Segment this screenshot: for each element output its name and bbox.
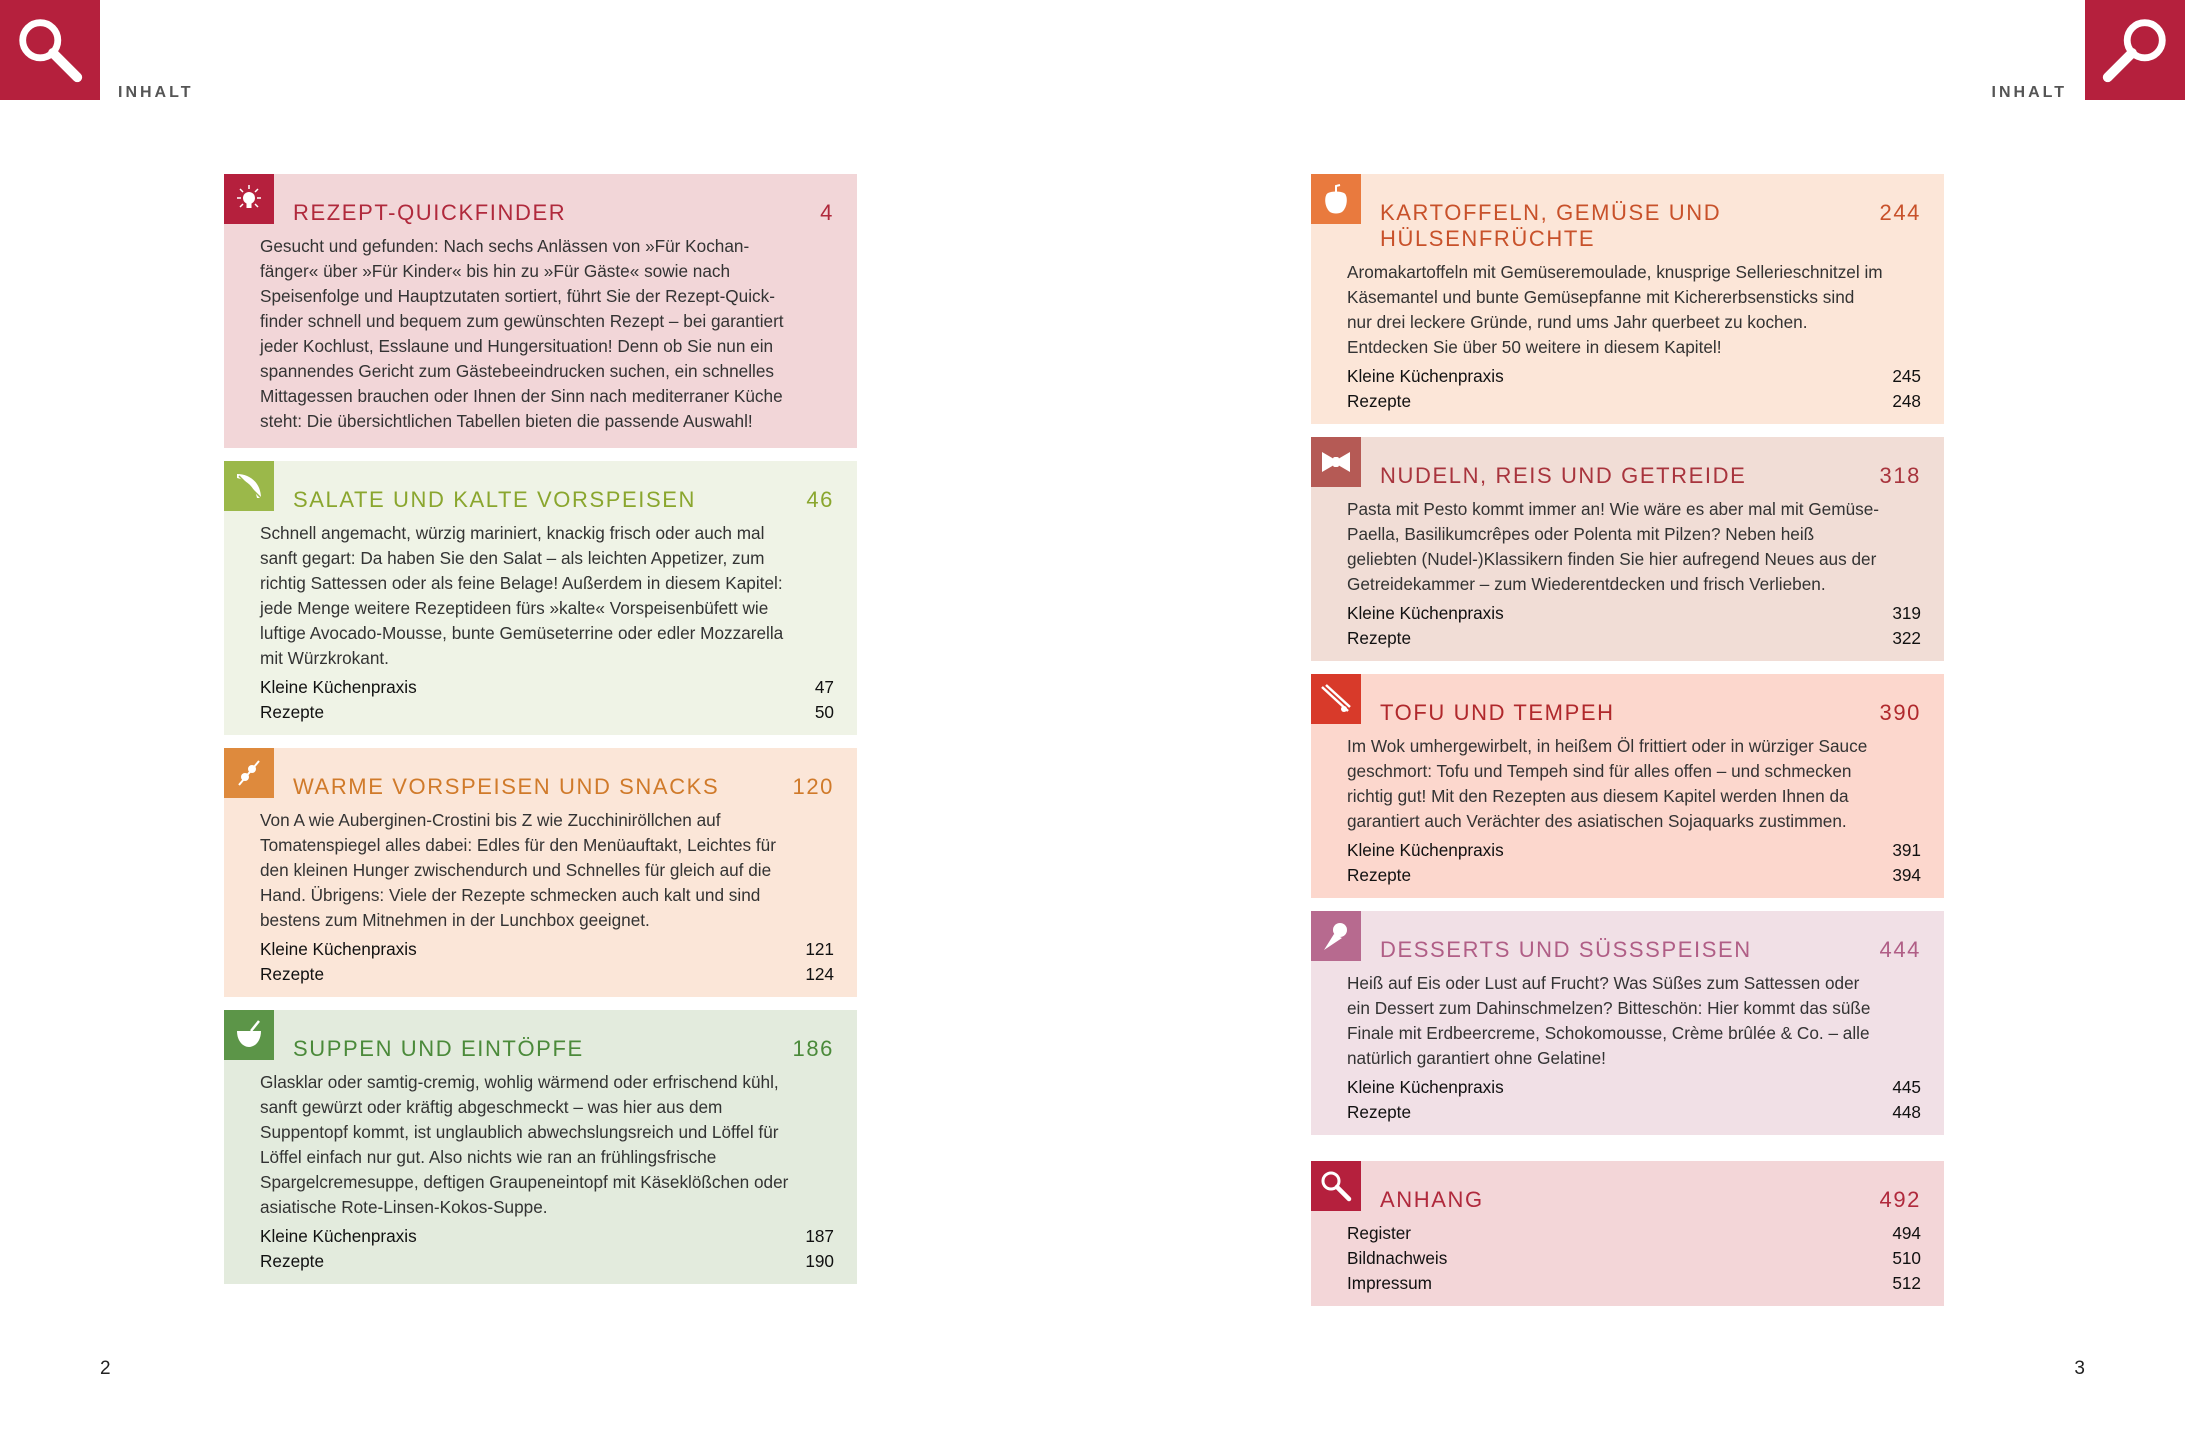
- section-title: WARME VORSPEISEN UND SNACKS: [293, 774, 720, 799]
- section-icon-box: [1311, 1161, 1361, 1211]
- section-title: KARTOFFELN, GEMÜSE UND HÜLSENFRÜCHTE: [1380, 200, 1722, 251]
- toc-entry[interactable]: [1347, 626, 1921, 651]
- entry-label: Bildnachweis: [1347, 1248, 1448, 1268]
- entry-label: Rezepte: [260, 1251, 325, 1271]
- page-number-right: 3: [2074, 1358, 2085, 1379]
- toc-entry[interactable]: [1347, 863, 1921, 888]
- toc-section-suppen[interactable]: [224, 1010, 857, 1284]
- section-description: Von A wie Auberginen-Crostini bis Z wie Zucchiniröllchen auf Tomatenspiegel alles dabei: Edles für den Menüauftakt, Leichtes für den kleinen Hunger zwischendurch und Schnelles für gleich auf die Hand. Übrigens: Viele der Rezepte schmecken auch kalt und sind bestens zum Mitnehmen in der Lunchbox geeignet.: [260, 810, 776, 930]
- entry-label: Rezepte: [1347, 391, 1412, 411]
- toc-entry[interactable]: [1347, 1221, 1921, 1246]
- entry-label: Rezepte: [260, 702, 325, 722]
- toc-entry[interactable]: [260, 700, 834, 725]
- toc-entry[interactable]: [260, 1224, 834, 1249]
- section-heading: [260, 487, 834, 513]
- toc-column-right: [1311, 174, 1944, 1319]
- section-icon-box: [1311, 674, 1361, 724]
- entry-page: 47: [814, 677, 834, 697]
- toc-entry[interactable]: [1347, 838, 1921, 863]
- section-heading: [1347, 463, 1921, 489]
- section-page: 186: [792, 1036, 834, 1061]
- entry-page: 512: [1892, 1273, 1921, 1293]
- section-description: Heiß auf Eis oder Lust auf Frucht? Was Süßes zum Sattessen oder ein Dessert zum Dahinschmelzen? Bitteschön: Hier kommt das süße Finale mit Erdbeercreme, Schokomousse, Crème brûlée & Co. – alle natürlich garantiert ohne Gelatine!: [1347, 973, 1871, 1068]
- header-label-right: INHALT: [1991, 84, 2067, 101]
- section-page: 244: [1879, 200, 1921, 225]
- toc-entry[interactable]: [1347, 389, 1921, 414]
- section-page: 46: [806, 487, 834, 512]
- entry-label: Rezepte: [260, 964, 325, 984]
- magnifier-icon: [2096, 11, 2174, 89]
- entry-label: Kleine Küchenpraxis: [1347, 840, 1504, 860]
- entry-page: 124: [805, 964, 834, 984]
- toc-section-salate[interactable]: [224, 461, 857, 735]
- toc-column-left: [224, 174, 857, 1297]
- header-label-left: INHALT: [118, 84, 194, 101]
- entry-label: Rezepte: [1347, 628, 1412, 648]
- entry-page: 448: [1892, 1102, 1921, 1122]
- farfalle-pasta-icon: [1318, 444, 1354, 480]
- section-icon-box: [1311, 911, 1361, 961]
- section-title: ANHANG: [1380, 1187, 1484, 1212]
- entry-label: Kleine Küchenpraxis: [1347, 366, 1504, 386]
- entry-page: 319: [1892, 603, 1921, 623]
- entry-label: Register: [1347, 1223, 1411, 1243]
- toc-entry[interactable]: [1347, 1246, 1921, 1271]
- page-number-left: 2: [100, 1358, 111, 1379]
- section-icon-box: [224, 461, 274, 511]
- toc-entry[interactable]: [1347, 364, 1921, 389]
- section-icon-box: [224, 1010, 274, 1060]
- section-title: REZEPT-QUICKFINDER: [293, 200, 567, 225]
- section-page: 4: [820, 200, 834, 225]
- section-page: 444: [1879, 937, 1921, 962]
- leaf-icon: [231, 468, 267, 504]
- section-description: Schnell angemacht, würzig mariniert, knackig frisch oder auch mal sanft gegart: Da haben Sie den Salat – als leichten Appetizer, zum richtig Sattessen oder als feine Belage! Außerdem in diesem Kapitel: jede Menge weitere Rezeptideen fürs »kalte« Vorspeisenbüfett wie luftige Avocado-Mousse, bunte Gemüseterrine oder edler Mozzarella mit Würzkrokant.: [260, 523, 784, 668]
- section-page: 318: [1879, 463, 1921, 488]
- section-description: Im Wok umhergewirbelt, in heißem Öl frittiert oder in würziger Sauce geschmort: Tofu und Tempeh sind für alles offen – und schmecken richtig gut! Mit den Rezepten aus diesem Kapitel werden Ihnen da garantiert auch Verächter des asiatischen Sojaquarks zustimmen.: [1347, 736, 1868, 831]
- entry-page: 50: [814, 702, 834, 722]
- toc-entry[interactable]: [1347, 601, 1921, 626]
- entry-label: Rezepte: [1347, 1102, 1412, 1122]
- section-icon-box: [224, 174, 274, 224]
- section-page: 120: [792, 774, 834, 799]
- section-description: Aromakartoffeln mit Gemüseremoulade, knusprige Sellerieschnitzel im Käsemantel und bunte Gemüsepfanne mit Kichererbsensticks sind nur drei leckere Gründe, rund ums Jahr querbeet zu kochen. Entdecken Sie über 50 weitere in diesem Kapitel!: [1347, 262, 1883, 357]
- section-page: 390: [1879, 700, 1921, 725]
- entry-label: Impressum: [1347, 1273, 1432, 1293]
- entry-page: 445: [1892, 1077, 1921, 1097]
- toc-entry[interactable]: [260, 937, 834, 962]
- section-title: TOFU UND TEMPEH: [1380, 700, 1615, 725]
- ice-cream-cone-icon: [1318, 918, 1354, 954]
- skewer-icon: [231, 755, 267, 791]
- entry-label: Kleine Küchenpraxis: [1347, 603, 1504, 623]
- entry-page: 394: [1892, 865, 1921, 885]
- section-description: Pasta mit Pesto kommt immer an! Wie wäre es aber mal mit Gemüse-Paella, Basilikumcrêpes oder Polenta mit Pilzen? Neben heiß geliebten (Nudel-)Klassikern finden Sie hier aufregend Neues aus der Getreidekammer – zum Wiederentdecken und frisch Verlieben.: [1347, 499, 1879, 594]
- section-title: NUDELN, REIS UND GETREIDE: [1380, 463, 1747, 488]
- entry-page: 121: [805, 939, 834, 959]
- toc-entry[interactable]: [260, 962, 834, 987]
- section-heading: [1347, 200, 1921, 252]
- toc-section-kartoffeln[interactable]: [1311, 174, 1944, 424]
- entry-label: Kleine Küchenpraxis: [1347, 1077, 1504, 1097]
- entry-page: 187: [805, 1226, 834, 1246]
- entry-page: 391: [1892, 840, 1921, 860]
- toc-section-nudeln[interactable]: [1311, 437, 1944, 661]
- soup-bowl-icon: [231, 1017, 267, 1053]
- entry-label: Kleine Küchenpraxis: [260, 677, 417, 697]
- magnifier-icon: [11, 11, 89, 89]
- section-heading: [1347, 1187, 1921, 1213]
- entry-page: 322: [1892, 628, 1921, 648]
- entry-label: Kleine Küchenpraxis: [260, 939, 417, 959]
- toc-section-anhang[interactable]: [1311, 1161, 1944, 1306]
- corner-magnifier-right: [2085, 0, 2185, 100]
- toc-section-desserts[interactable]: [1311, 911, 1944, 1135]
- chopsticks-icon: [1318, 681, 1354, 717]
- section-page: 492: [1879, 1187, 1921, 1212]
- toc-entry[interactable]: [1347, 1075, 1921, 1100]
- corner-magnifier-left: [0, 0, 100, 100]
- bell-pepper-icon: [1318, 181, 1354, 217]
- section-icon-box: [1311, 437, 1361, 487]
- toc-entry[interactable]: [1347, 1271, 1921, 1296]
- section-icon-box: [224, 748, 274, 798]
- section-icon-box: [1311, 174, 1361, 224]
- toc-section-tofu[interactable]: [1311, 674, 1944, 898]
- section-heading: [260, 200, 834, 226]
- section-title: DESSERTS UND SÜSSSPEISEN: [1380, 937, 1752, 962]
- section-heading: [260, 1036, 834, 1062]
- entry-page: 248: [1892, 391, 1921, 411]
- magnifier-icon: [1318, 1168, 1354, 1204]
- toc-entry[interactable]: [260, 675, 834, 700]
- entry-label: Rezepte: [1347, 865, 1412, 885]
- section-description: Gesucht und gefunden: Nach sechs Anlässen von »Für Kochanfänger« über »Für Kinder« bis hin zu »Für Gäste« sowie nach Speisenfolge und Hauptzutaten sortiert, führt Sie der Rezept-Quickfinder schnell und bequem zum gewünschten Rezept – bei garantiert jeder Kochlust, Esslaune und Hungersituation! Denn ob Sie nun ein spannendes Gericht zum Gästebeeindrucken suchen, ein schnelles Mittagessen brauchen oder Ihnen der Sinn nach mediterraner Küche steht: Die übersichtlichen Tabellen bieten die passende Auswahl!: [260, 236, 784, 431]
- toc-entry[interactable]: [260, 1249, 834, 1274]
- entry-page: 494: [1892, 1223, 1921, 1243]
- section-description: Glasklar oder samtig-cremig, wohlig wärmend oder erfrischend kühl, sanft gewürzt oder kräftig abgeschmeckt – was hier aus dem Suppentopf kommt, ist unglaublich abwechslungsreich und Löffel für Löffel einfach nur gut. Also nichts wie ran an frühlingsfrische Spargelcremesuppe, deftigen Graupeneintopf mit Käseklößchen oder asiatische Rote-Linsen-Kokos-Suppe.: [260, 1072, 789, 1217]
- entry-page: 510: [1892, 1248, 1921, 1268]
- section-title: SALATE UND KALTE VORSPEISEN: [293, 487, 697, 512]
- section-heading: [260, 774, 834, 800]
- entry-page: 245: [1892, 366, 1921, 386]
- lightbulb-icon: [231, 181, 267, 217]
- toc-section-warme-vorspeisen[interactable]: [224, 748, 857, 997]
- entry-label: Kleine Küchenpraxis: [260, 1226, 417, 1246]
- section-heading: [1347, 700, 1921, 726]
- section-heading: [1347, 937, 1921, 963]
- entry-page: 190: [805, 1251, 834, 1271]
- toc-entry[interactable]: [1347, 1100, 1921, 1125]
- section-title: SUPPEN UND EINTÖPFE: [293, 1036, 584, 1061]
- toc-section-rezept-quickfinder[interactable]: [224, 174, 857, 448]
